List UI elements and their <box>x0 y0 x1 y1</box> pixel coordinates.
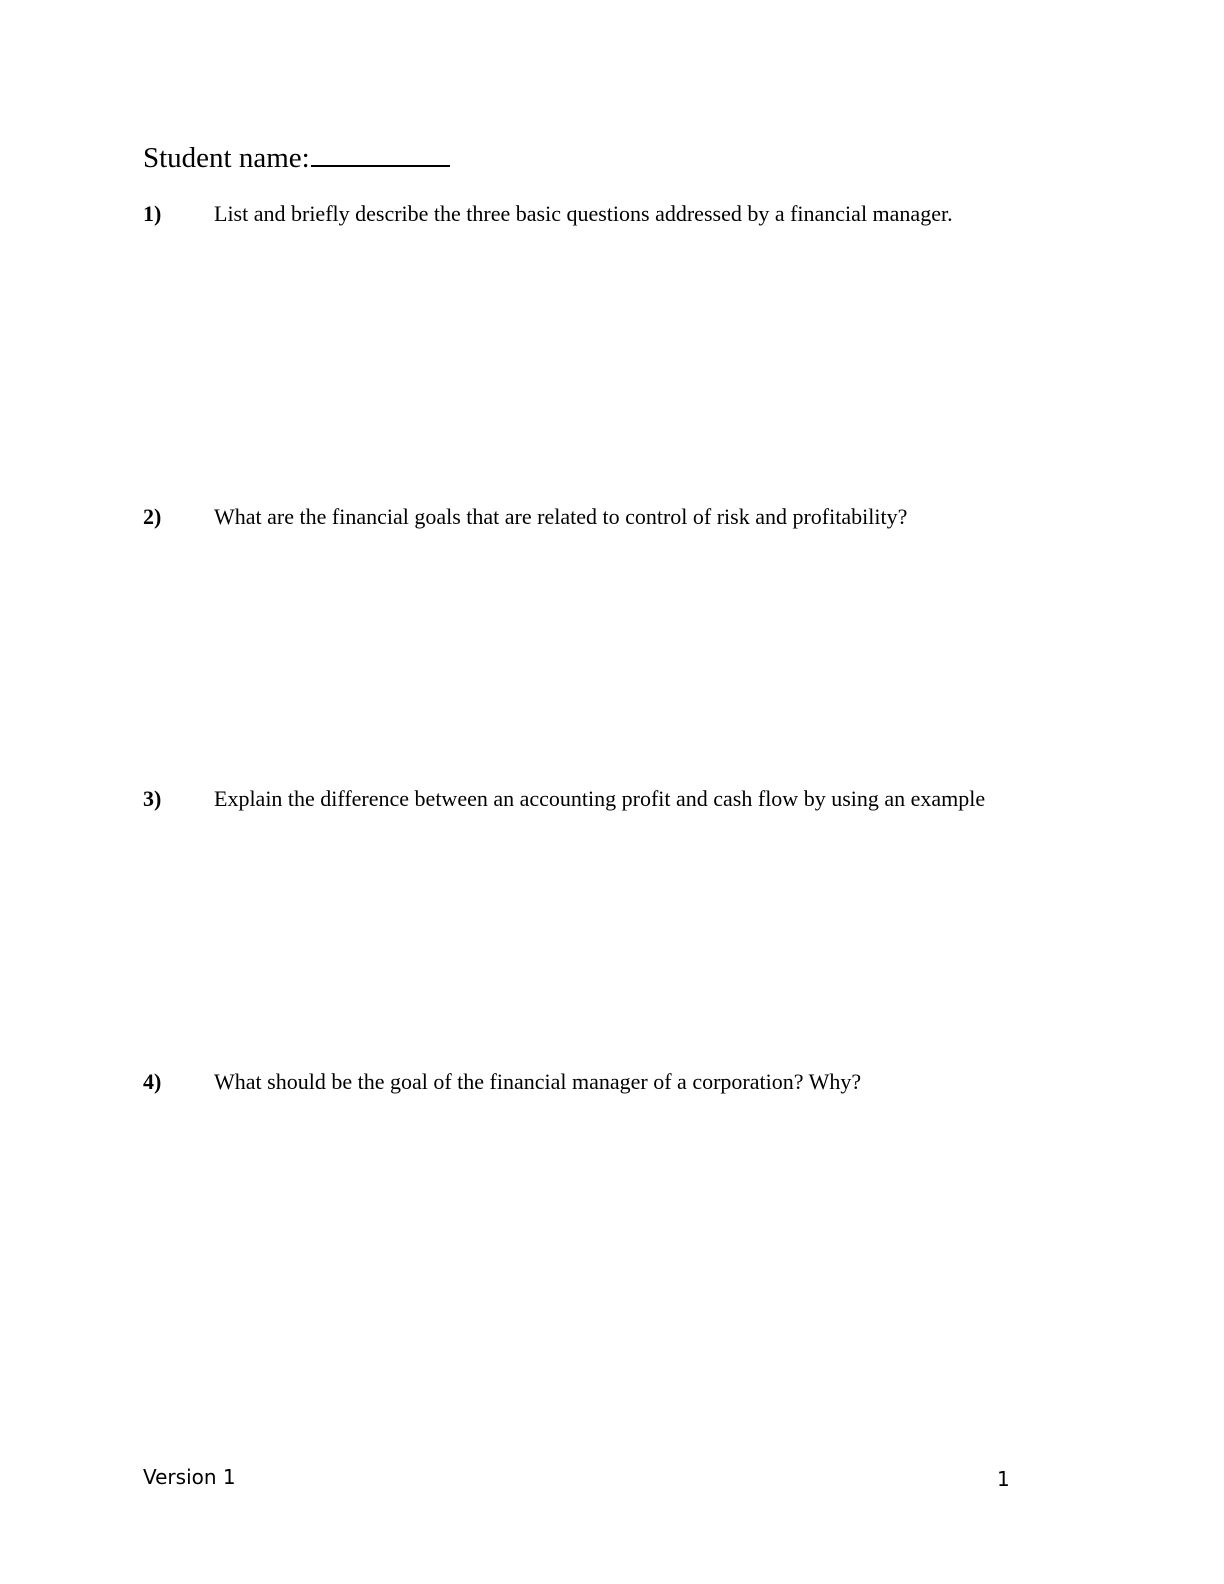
student-name-blank <box>311 141 450 167</box>
question-number: 3) <box>143 786 162 811</box>
student-name-line <box>143 140 450 176</box>
student-name-label: Student name: <box>143 142 310 174</box>
question-3 <box>143 785 1063 813</box>
question-text: What should be the goal of the financial manager of a corporation? Why? <box>214 1069 862 1094</box>
question-text: Explain the difference between an accounting profit and cash flow by using an example <box>214 786 986 811</box>
footer-page-number: 1 <box>997 1467 1010 1491</box>
question-text: List and briefly describe the three basic questions addressed by a financial manager. <box>214 201 953 226</box>
footer-version: Version 1 <box>143 1465 236 1489</box>
question-number: 4) <box>143 1069 162 1094</box>
question-2 <box>143 503 1063 531</box>
question-1 <box>143 200 1063 228</box>
question-number: 2) <box>143 504 162 529</box>
question-text: What are the financial goals that are related to control of risk and profitability? <box>214 504 908 529</box>
question-number: 1) <box>143 201 162 226</box>
question-4 <box>143 1068 1063 1096</box>
